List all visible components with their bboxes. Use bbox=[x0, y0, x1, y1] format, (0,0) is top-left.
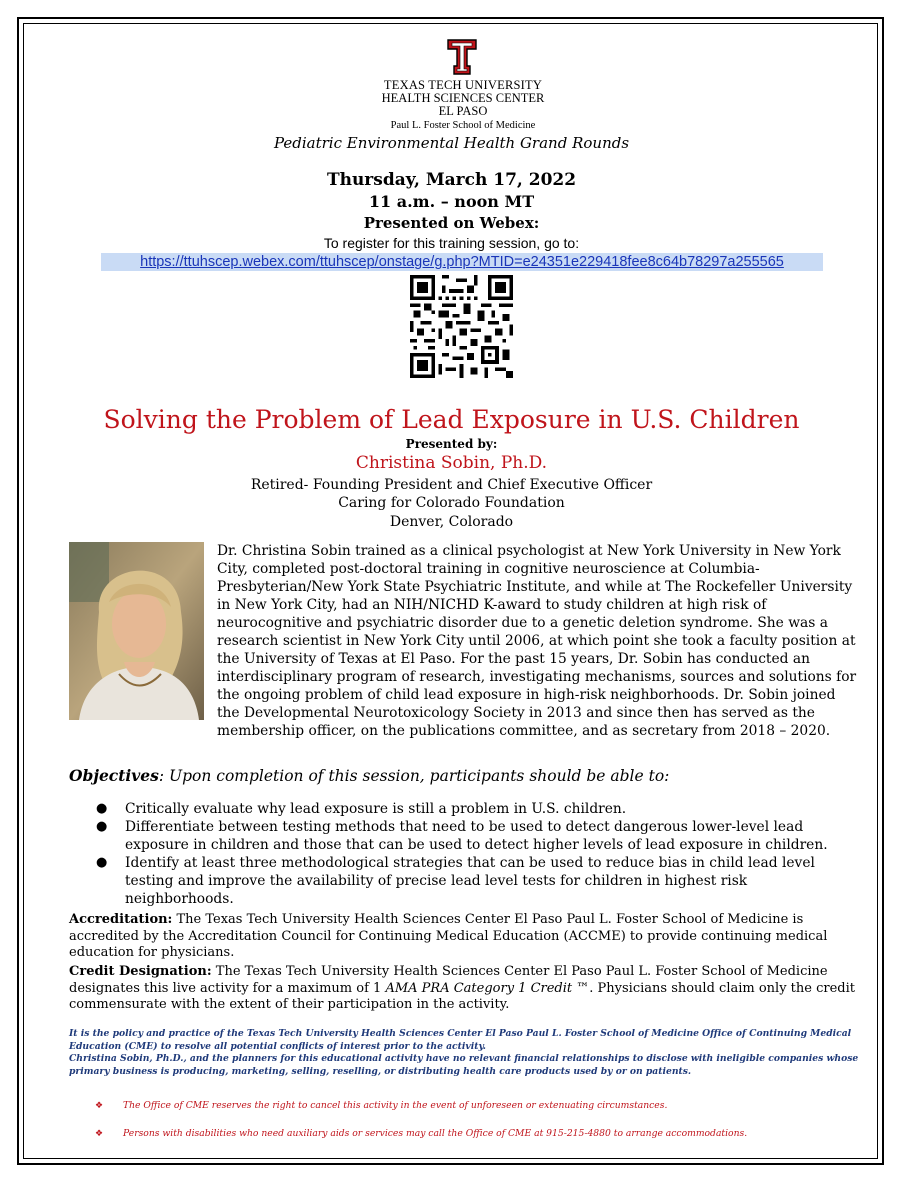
objectives-intro: : Upon completion of this session, participants should be able to: bbox=[158, 767, 670, 785]
speaker-organization: Caring for Colorado Foundation bbox=[338, 495, 565, 511]
cancellation-note-text: The Office of CME reserves the right to cancel this activity in the event of unforeseen or extenuating circumstances. bbox=[123, 1100, 668, 1111]
objective-item bbox=[90, 854, 850, 908]
logo-line-university: TEXAS TECH UNIVERSITY bbox=[383, 78, 543, 92]
conflict-policy-text: It is the policy and practice of the Texas Tech University Health Sciences Center El Paso Paul L. Foster School of Medicine Office of Continuing Medical Education (CME) to resolve all potential conflicts of interest prior to the activity. bbox=[69, 1028, 852, 1052]
accreditation-statement bbox=[69, 912, 859, 962]
objective-text: Critically evaluate why lead exposure is still a problem in U.S. children. bbox=[125, 801, 627, 817]
event-date: Thursday, March 17, 2022 bbox=[326, 170, 577, 190]
objectives-heading bbox=[69, 766, 859, 785]
accommodations-note-text: Persons with disabilities who need auxiliary aids or services may call the Office of CME at 915-215-4880 to arrange accommodations. bbox=[123, 1128, 748, 1139]
cancellation-note bbox=[95, 1100, 855, 1111]
registration-link[interactable]: https://ttuhscep.webex.com/ttuhscep/onstage/g.php?MTID=e24351e229418fee8c64b78297a255565 bbox=[101, 253, 823, 271]
objectives-label: Objectives bbox=[69, 766, 159, 785]
credit-label: Credit Designation: bbox=[69, 964, 212, 979]
register-instructions: To register for this training session, go to: bbox=[323, 235, 580, 251]
logo-line-school: Paul L. Foster School of Medicine bbox=[390, 120, 536, 131]
bio-text: Dr. Christina Sobin trained as a clinical psychologist at New York University in New York City, completed post-doctoral training in cognitive neuroscience at Columbia-Presbyterian/New York State Psychiatric Institute, and while at The Rockefeller University in New York City, had an NIH/NICHD K-award to study children at high risk of neurocognitive and psychiatric disorder due to a genetic deletion syndrome. She was a research scientist in New York City until 2006, at which point she took a faculty position at the University of Texas at El Paso. For the past 15 years, Dr. Sobin has conducted an interdisciplinary program of research, investigating mechanisms, sources and solutions for the ongoing problem of child lead exposure in high-risk neighborhoods. Dr. Sobin joined the Developmental Neurotoxicology Society in 2013 and since then has served as the membership officer, on the publications committee, and as secretary from 2018 – 2020. bbox=[217, 543, 857, 739]
presented-by-label: Presented by: bbox=[405, 437, 498, 451]
diamond-bullet-icon: ❖ bbox=[95, 1101, 104, 1111]
event-time: 11 a.m. – noon MT bbox=[368, 192, 535, 211]
event-platform: Presented on Webex: bbox=[363, 214, 540, 232]
event-series: Pediatric Environmental Health Grand Rounds bbox=[273, 134, 630, 152]
objective-text: Differentiate between testing methods that need to be used to detect dangerous lower-level lead exposure in children and those that can be used to detect higher levels of lead exposure in children. bbox=[125, 819, 828, 853]
credit-name: AMA PRA Category 1 Credit ™ bbox=[385, 980, 590, 996]
objective-item bbox=[90, 800, 850, 818]
speaker-bio bbox=[69, 542, 857, 740]
talk-title: Solving the Problem of Lead Exposure in U.S. Children bbox=[103, 405, 800, 434]
bullet-icon: ● bbox=[96, 855, 108, 870]
double-t-logo-icon bbox=[446, 38, 478, 76]
objective-text: Identify at least three methodological strategies that can be used to reduce bias in child lead level testing and improve the availability of precise lead level tests for children in highest risk neighborhoods. bbox=[125, 855, 815, 907]
bullet-icon: ● bbox=[96, 819, 108, 834]
bio-photo-space bbox=[69, 542, 217, 724]
credit-text-before: The Texas Tech University Health Sciences Center El Paso Paul L. Foster School of Medicine designates this live activity for a maximum of 1 bbox=[69, 964, 828, 996]
disclosure-policy bbox=[69, 1028, 859, 1078]
accreditation-text: The Texas Tech University Health Sciences Center El Paso Paul L. Foster School of Medicine is accredited by the Accreditation Council for Continuing Medical Education (ACCME) to provide continuing medical education for physicians. bbox=[69, 912, 828, 960]
accreditation-label: Accreditation: bbox=[69, 912, 173, 927]
ttuhsc-logo bbox=[378, 38, 548, 134]
objective-item bbox=[90, 818, 850, 854]
bullet-icon: ● bbox=[96, 801, 108, 816]
logo-line-campus: EL PASO bbox=[438, 104, 488, 118]
objectives-list bbox=[90, 800, 850, 908]
credit-text-after: . Physicians should claim only the credit commensurate with the extent of their participation in the activity. bbox=[69, 980, 855, 1012]
diamond-bullet-icon: ❖ bbox=[95, 1129, 104, 1139]
credit-designation-statement bbox=[69, 964, 859, 1014]
qr-code-icon bbox=[410, 275, 513, 378]
financial-disclosure-text: Christina Sobin, Ph.D., and the planners for this educational activity have no relevant financial relationships to disclose with ineligible companies whose primary business is producing, marketing, selling, reselling, or distributing health care products used by or on patients. bbox=[69, 1053, 859, 1077]
accommodations-note bbox=[95, 1128, 855, 1139]
speaker-title: Retired- Founding President and Chief Executive Officer bbox=[250, 477, 653, 493]
speaker-location: Denver, Colorado bbox=[389, 514, 514, 530]
speaker-name: Christina Sobin, Ph.D. bbox=[355, 453, 548, 473]
logo-line-hsc: HEALTH SCIENCES CENTER bbox=[381, 91, 545, 105]
